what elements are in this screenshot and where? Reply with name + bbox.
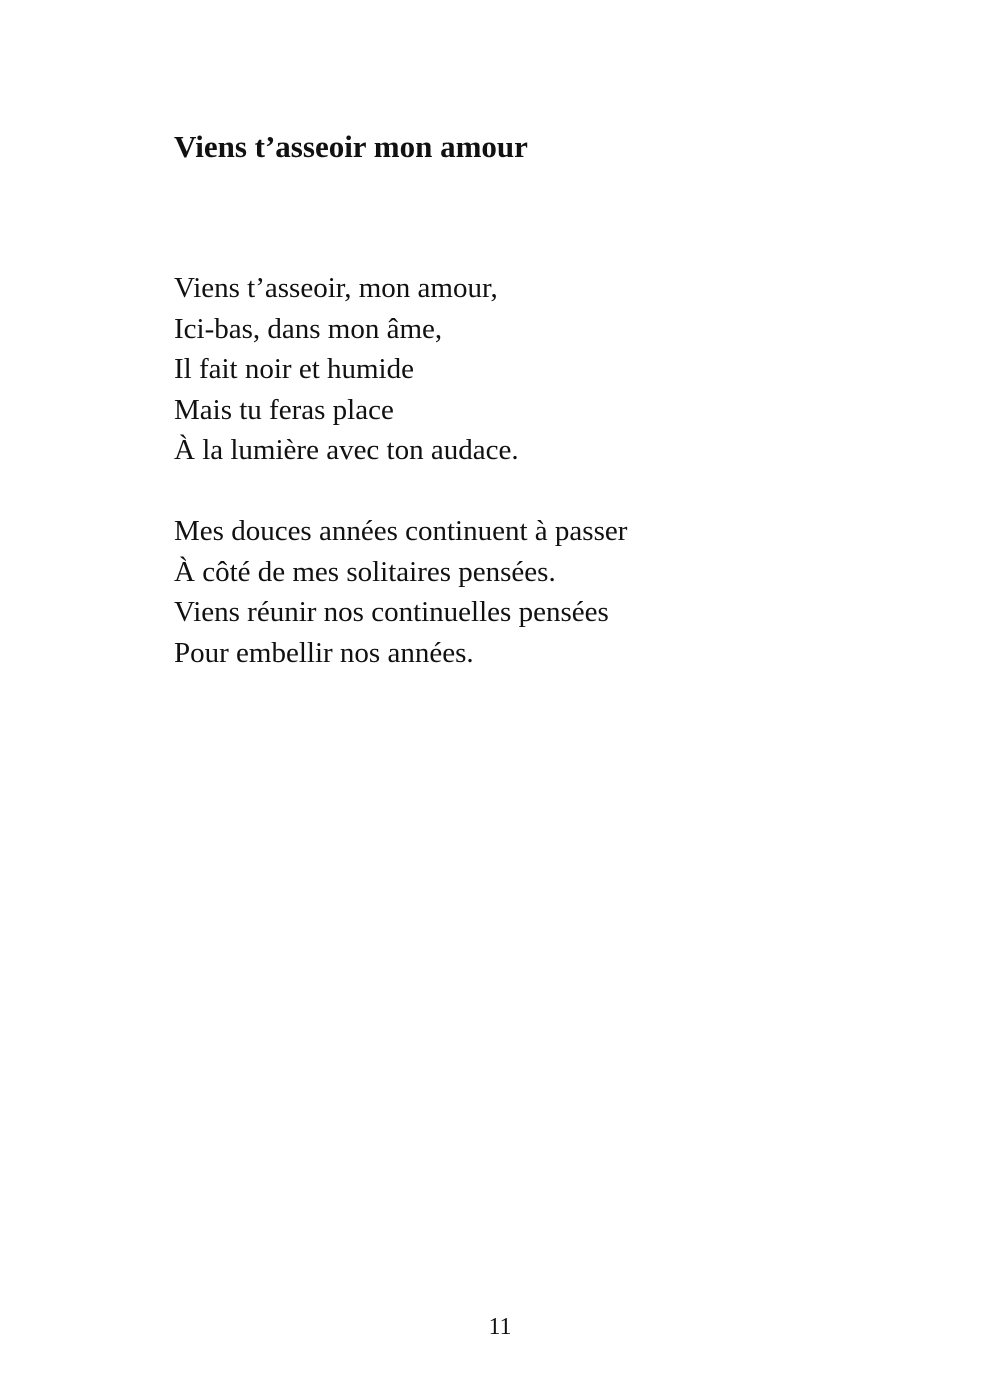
poem-title: Viens t’asseoir mon amour [174,129,528,164]
verse-line: Il fait noir et humide [174,353,414,385]
verse-line: À côté de mes solitaires pensées. [174,555,556,588]
verse-line: Ici-bas, dans mon âme, [174,312,443,345]
verse-line: Pour embellir nos années. [174,636,474,669]
verse-line: Mais tu feras place [174,393,394,426]
page-number: 11 [488,1314,512,1340]
stanza-1 [174,268,519,471]
stanza-2 [174,511,627,673]
verse-line: À la lumière avec ton audace. [174,434,519,466]
verse-line: Viens t’asseoir, mon amour, [174,272,498,304]
verse-line: Mes douces années continuent à passer [174,515,628,547]
verse-line: Viens réunir nos continuelles pensées [174,596,609,628]
